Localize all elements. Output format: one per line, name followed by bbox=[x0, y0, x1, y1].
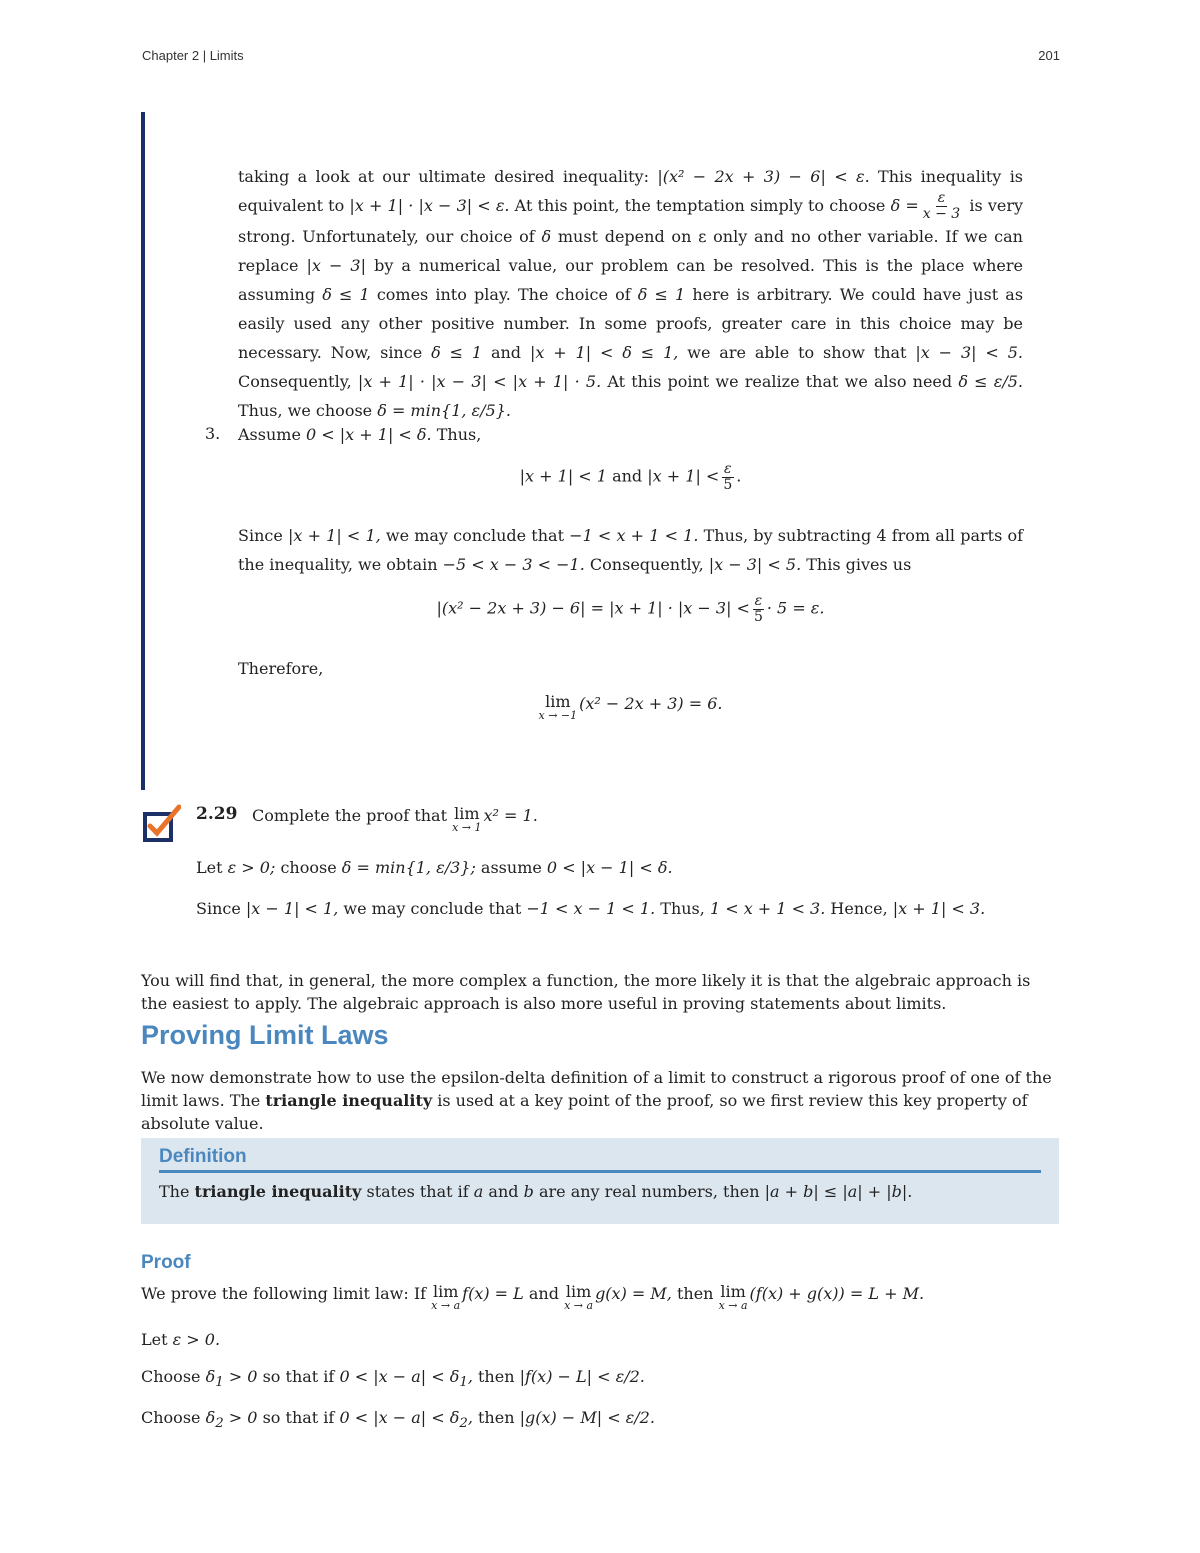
step3-paragraph: Since |x + 1| < 1, we may conclude that −1 < x + 1 < 1. Thus, by subtracting 4 from all parts of the inequality, we obtain −5 < x − 3 < −1. Consequently, |x − 3| < 5. This gives us bbox=[238, 526, 1024, 574]
definition-rule bbox=[159, 1170, 1041, 1173]
proof-choose-delta1: Choose $\delta_1 > 0$ so that if $0 < |x - a| < \delta_1$, then |f(x) − L| < ε/2. bbox=[141, 1367, 645, 1391]
therefore-label: Therefore, bbox=[238, 659, 324, 678]
checkpoint-number: 2.29 bbox=[196, 804, 238, 824]
checkpoint-answer-line-1: Let ε > 0; choose δ = min{1, ε/3}; assume 0 < |x − 1| < δ. bbox=[196, 858, 673, 877]
page-number: 201 bbox=[1038, 48, 1060, 63]
proof-let: Let ε > 0. bbox=[141, 1330, 221, 1349]
checkpoint-icon bbox=[141, 804, 181, 844]
step3-display-1: |x + 1| < 1 and |x + 1| < $\frac{\varepsilon}{5}$ . bbox=[519, 461, 742, 493]
example-paragraph: taking a look at our ultimate desired inequality: |(x² − 2x + 3) − 6| < ε. This inequality is equivalent to |x + 1| · |x − 3| < ε. At this point, the temptation simply to choose δ = $\frac{\varepsilon}{x - 3}$ is very strong. Unfortunately, our choice of δ must depend on ε only and no other variable. If we can replace |x − 3| by a numerical value, our problem can be resolved. This is the place where assuming δ ≤ 1 comes into play. The choice of δ ≤ 1 here is arbitrary. We could have just as easily used any other positive number. In some proofs, greater care in this choice may be necessary. Now, since δ ≤ 1 and |x + 1| < δ ≤ 1, we are able to show that |x − 3| < 5. Consequently, |x + 1| · |x − 3| < |x + 1| · 5. At this point we realize that we also need δ ≤ ε/5. Thus, we choose δ = min{1, ε/5}. bbox=[238, 167, 1024, 420]
proof-choose-delta2: Choose $\delta_2 > 0$ so that if $0 < |x - a| < \delta_2$, then |g(x) − M| < ε/2. bbox=[141, 1408, 655, 1432]
limit-result: lim x → −1 (x² − 2x + 3) = 6. bbox=[538, 692, 723, 722]
step-number: 3. bbox=[205, 424, 221, 443]
checkpoint-answer-line-2: Since |x − 1| < 1, we may conclude that −1 < x − 1 < 1. Thus, 1 < x + 1 < 3. Hence, |x + 1| < 3. bbox=[196, 899, 986, 918]
definition-box bbox=[141, 1138, 1059, 1224]
definition-text: The triangle inequality states that if a and b are any real numbers, then |a + b| ≤ |a| + |b|. bbox=[159, 1182, 913, 1201]
algebraic-approach-paragraph: You will find that, in general, the more complex a function, the more likely it is that the algebraic approach is the easiest to apply. The algebraic approach is also more useful in proving statements about limits. bbox=[141, 971, 1031, 1013]
running-header-chapter: Chapter 2 | Limits bbox=[142, 48, 244, 63]
definition-title: Definition bbox=[159, 1146, 247, 1167]
limit-laws-intro-paragraph: We now demonstrate how to use the epsilon-delta definition of a limit to construct a rigorous proof of one of the limit laws. The triangle inequality is used at a key point of the proof, so we first review this key property of absolute value. bbox=[141, 1068, 1052, 1133]
step3-assume: Assume 0 < |x + 1| < δ. Thus, bbox=[238, 425, 482, 444]
step3-display-2: |(x² − 2x + 3) − 6| = |x + 1| · |x − 3| < $\frac{\varepsilon}{5}$ · 5 = ε. bbox=[436, 593, 825, 625]
proof-title: Proof bbox=[141, 1252, 191, 1273]
example-side-bar bbox=[141, 112, 145, 790]
checkpoint-question: Complete the proof that lim x → 1 x² = 1. bbox=[252, 804, 538, 834]
proof-statement: We prove the following limit law: If lim x → a f(x) = L and lim x → a g(x) = M, then lim x → a (f(x) + g(x)) = L + M. bbox=[141, 1282, 925, 1312]
section-title: Proving Limit Laws bbox=[141, 1020, 389, 1050]
